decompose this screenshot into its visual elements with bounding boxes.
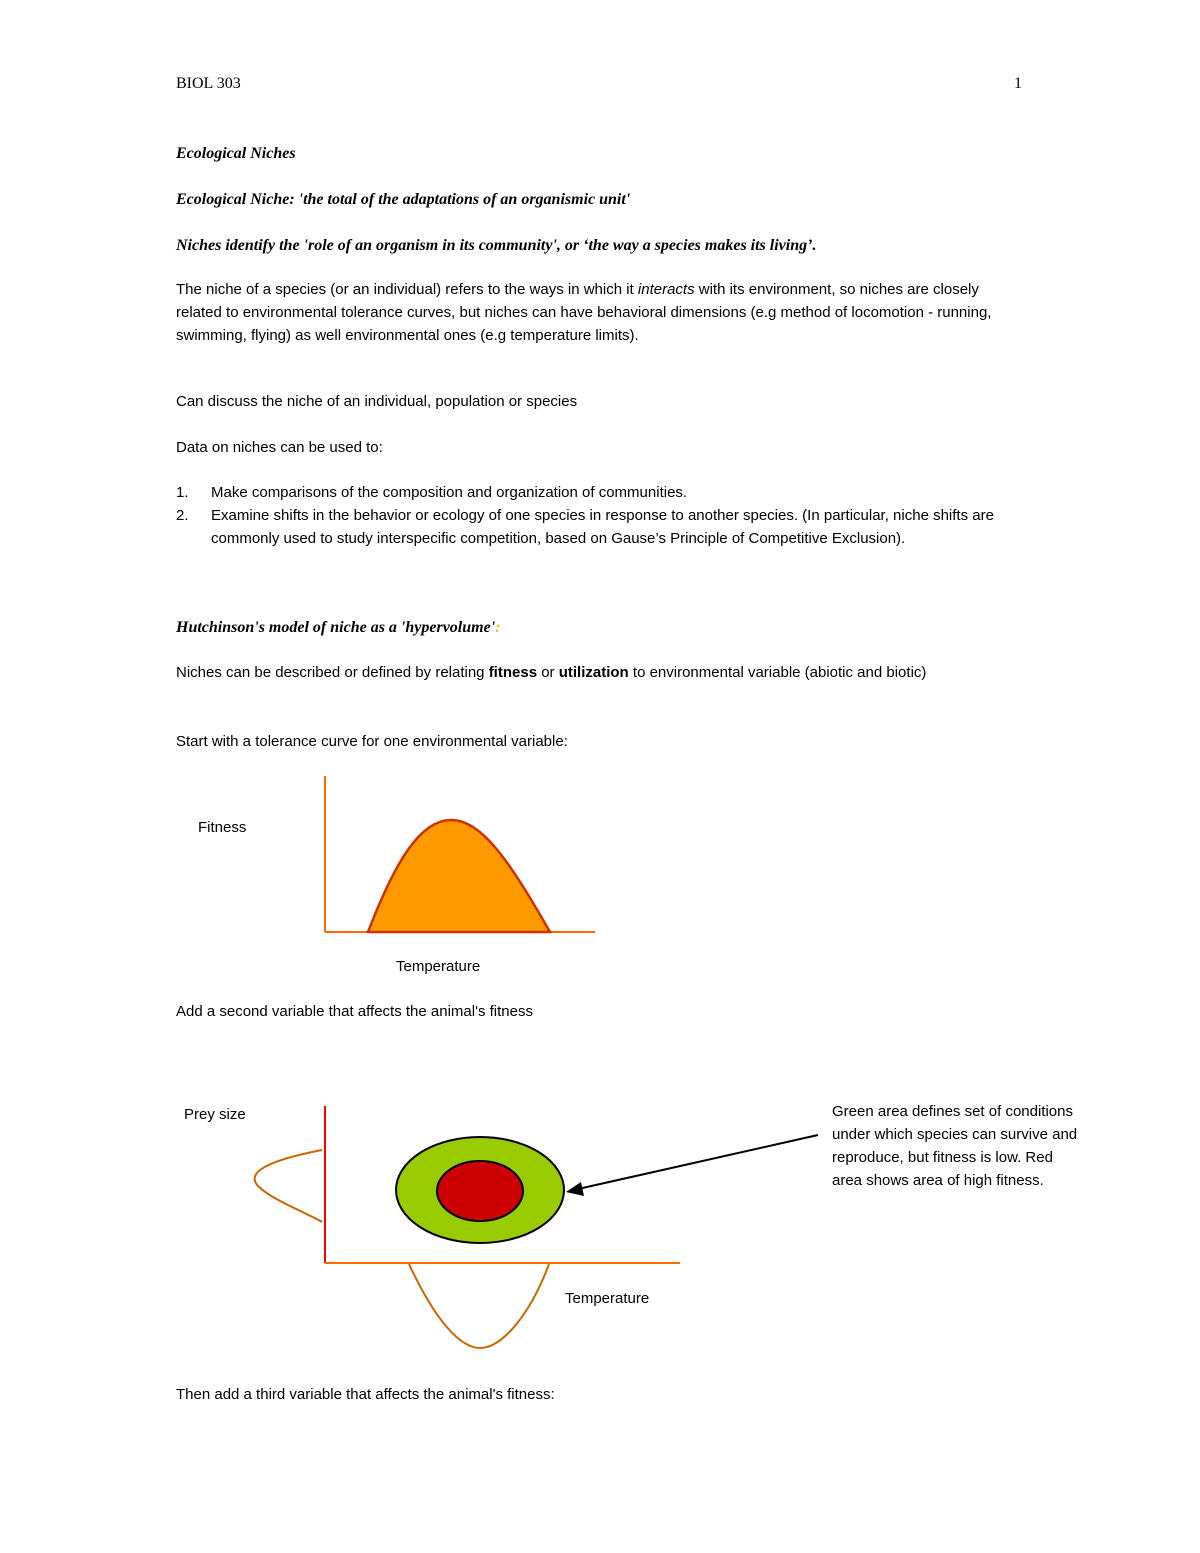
step-two-text: Add a second variable that affects the animal's fitness (176, 1003, 533, 1020)
step-one-text: Start with a tolerance curve for one environmental variable: (176, 733, 568, 750)
course-code: BIOL 303 (176, 75, 241, 92)
fig2-x-label: Temperature (565, 1290, 650, 1307)
list-number: 2. (176, 507, 189, 524)
relate-text-before: Niches can be described or defined by relating (176, 664, 489, 681)
page-title: Ecological Niches (176, 145, 296, 162)
hutchinson-heading-colon: : (495, 619, 501, 636)
intro-text-before: The niche of a species (or an individual) refers to the ways in which it (176, 281, 638, 298)
list-number: 1. (176, 484, 189, 501)
list-item: Make comparisons of the composition and organization of communities. (211, 484, 688, 501)
annotation-arrow (578, 1135, 818, 1189)
fitness-term: fitness (488, 664, 538, 681)
annotation-arrowhead (566, 1182, 584, 1196)
prey-size-marginal-curve (255, 1150, 322, 1222)
fig1-x-label: Temperature (396, 958, 481, 975)
hutchinson-heading-text: Hutchinson's model of niche as a 'hypervolume' (176, 619, 496, 636)
fig1-y-label: Fitness (198, 819, 247, 836)
annotation-line: reproduce, but fitness is low. Red (832, 1149, 1053, 1166)
relate-text-after: to environmental variable (abiotic and biotic) (628, 664, 927, 681)
intro-text-after: with its environment, so niches are closely related to environmental tolerance curves, but niches can have behavioral dimensions (e.g method of locomotion - running, swimming, flying) as well environmental ones (e.g temperature limits). (176, 281, 992, 344)
utilization-term: utilization (558, 664, 629, 681)
uses-intro: Data on niches can be used to: (176, 439, 383, 456)
annotation-line: under which species can survive and (832, 1126, 1078, 1143)
annotation-line: Green area defines set of conditions (832, 1103, 1073, 1120)
fig2-y-label: Prey size (184, 1106, 246, 1123)
list-item: Examine shifts in the behavior or ecology of one species in response to another species. (In particular, niche shifts are commonly used to study interspecific competition, based on Gause’s Principle of Competitive Exclusion). (211, 507, 994, 547)
step-three-text: Then add a third variable that affects the animal's fitness: (176, 1386, 555, 1403)
page-number: 1 (1014, 75, 1022, 92)
temperature-marginal-curve (409, 1264, 549, 1348)
intro-emphasis: interacts (637, 281, 695, 298)
annotation-line: area shows area of high fitness. (832, 1172, 1044, 1189)
relate-text-mid: or (537, 664, 559, 681)
niche-levels-text: Can discuss the niche of an individual, population or species (176, 393, 578, 410)
niche-role-statement: Niches identify the 'role of an organism in its community', or ‘the way a species makes its living’. (176, 237, 817, 254)
high-fitness-zone (437, 1161, 523, 1221)
niche-definition: Ecological Niche: 'the total of the adaptations of an organismic unit' (176, 191, 631, 208)
